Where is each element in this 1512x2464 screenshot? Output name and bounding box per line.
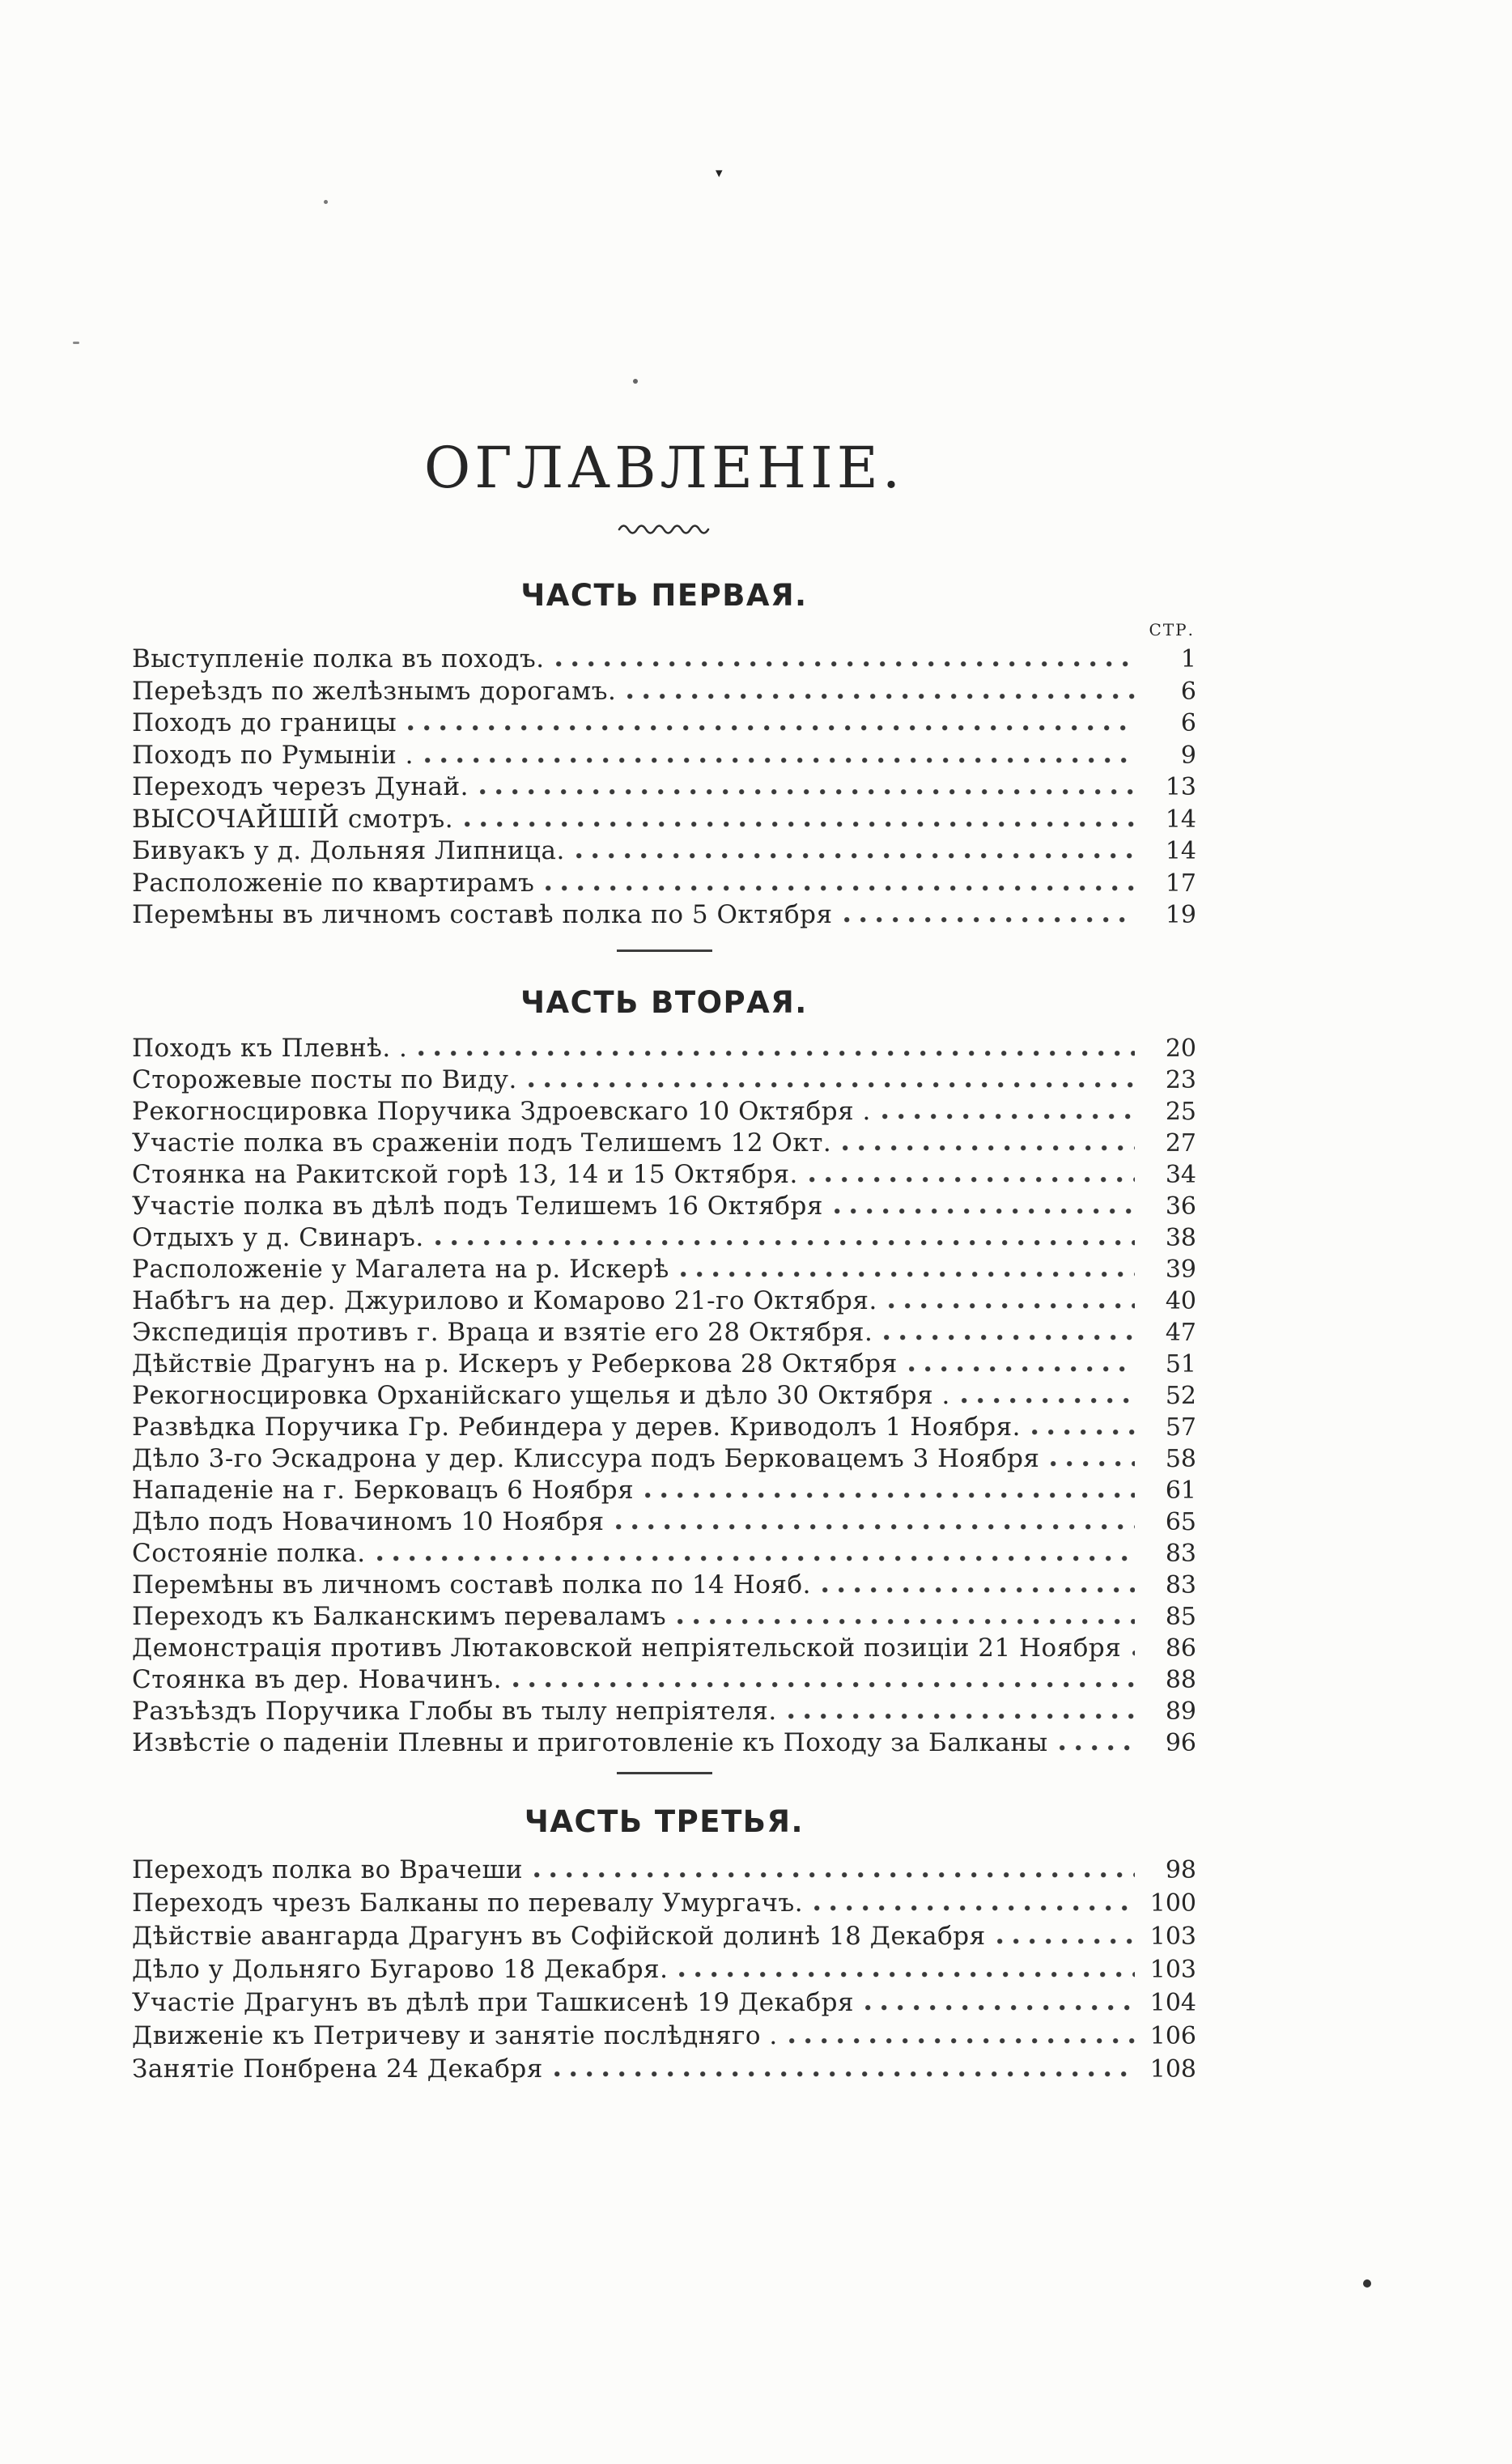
toc-entry-title: Перемѣны въ личномъ составѣ полка по 14 Нояб.	[132, 1570, 811, 1599]
toc-entry	[132, 1696, 1196, 1727]
toc-entries-list	[132, 644, 1196, 932]
toc-entry	[132, 707, 1196, 740]
toc-entry	[132, 1601, 1196, 1633]
toc-entry-title: Дѣло 3-го Эскадрона у дер. Клиссура подъ Берковацемъ 3 Ноября	[132, 1443, 1040, 1473]
toc-entry-page: 83	[1165, 1570, 1196, 1599]
dot-leader	[789, 2038, 1135, 2044]
toc-entry	[132, 676, 1196, 708]
toc-entry	[132, 1317, 1196, 1349]
toc-entry	[132, 1727, 1196, 1759]
toc-entry-page: 51	[1165, 1349, 1196, 1379]
dot-leader	[418, 1051, 1135, 1056]
toc-entry	[132, 1254, 1196, 1285]
section-divider-rule	[617, 949, 712, 952]
toc-entry-page: 38	[1165, 1223, 1196, 1252]
dot-leader	[513, 1682, 1135, 1688]
toc-entry-page: 88	[1165, 1665, 1196, 1694]
toc-entry	[132, 1887, 1196, 1920]
page-title: ОГЛАВЛЕНІЕ.	[423, 435, 905, 501]
toc-entry	[132, 1159, 1196, 1191]
toc-entry-title: Выступленіе полка въ походъ.	[132, 644, 545, 673]
dot-leader	[408, 725, 1135, 731]
toc-entry-title: Стоянка на Ракитской горѣ 13, 14 и 15 Октября.	[132, 1159, 798, 1189]
toc-entry-title: Переѣздъ по желѣзнымъ дорогамъ.	[132, 676, 617, 706]
toc-entry-title: Нападеніе на г. Берковацъ 6 Ноября	[132, 1475, 635, 1505]
toc-entry	[132, 1128, 1196, 1159]
dot-leader	[843, 1145, 1135, 1151]
toc-entry	[132, 1349, 1196, 1380]
toc-entry	[132, 1033, 1196, 1064]
toc-entry-title: Расположеніе у Магалета на р. Искерѣ	[132, 1254, 669, 1284]
toc-entries-list	[132, 1033, 1196, 1759]
toc-entry	[132, 2053, 1196, 2086]
toc-entry-title: Экспедиція противъ г. Враца и взятіе его 28 Октября.	[132, 1317, 873, 1347]
toc-entry-page: 58	[1165, 1444, 1196, 1473]
printers-mark-icon: ▾	[716, 165, 723, 181]
dot-leader	[1060, 1745, 1135, 1751]
toc-entry-page: 17	[1165, 869, 1196, 898]
toc-entry-title: Участіе полка въ сраженіи подъ Телишемъ 12 Окт.	[132, 1128, 832, 1158]
toc-entry-title: Движеніе къ Петричеву и занятіе послѣдняго .	[132, 2020, 778, 2050]
toc-entry	[132, 899, 1196, 932]
toc-entry-page: 40	[1165, 1286, 1196, 1315]
dot-leader	[1051, 1461, 1135, 1467]
toc-entry-page: 13	[1165, 773, 1196, 801]
toc-entry-page: 20	[1165, 1034, 1196, 1063]
toc-entry	[132, 1285, 1196, 1317]
ink-speck	[1363, 2279, 1371, 2288]
section-heading: ЧАСТЬ ВТОРАЯ.	[520, 984, 808, 1020]
toc-entry-title: Дѣйствіе авангарда Драгунъ въ Софійской долинѣ 18 Декабря	[132, 1921, 986, 1951]
toc-entry-page: 6	[1180, 709, 1196, 737]
toc-entry-title: Отдыхъ у д. Свинаръ.	[132, 1222, 424, 1252]
ink-speck	[73, 342, 79, 344]
dot-leader	[844, 917, 1135, 923]
section-heading: ЧАСТЬ ПЕРВАЯ.	[520, 578, 808, 613]
toc-entry-page: 1	[1180, 645, 1196, 673]
toc-entry-page: 83	[1165, 1539, 1196, 1568]
dot-leader	[435, 1240, 1135, 1246]
toc-entry	[132, 1096, 1196, 1128]
toc-page	[132, 0, 1196, 2086]
dot-leader	[627, 694, 1135, 699]
toc-entry	[132, 644, 1196, 676]
section-part-1	[132, 577, 1196, 932]
toc-entry-page: 25	[1165, 1097, 1196, 1126]
dot-leader	[788, 1714, 1135, 1719]
dot-leader	[1032, 1430, 1135, 1435]
toc-entry-page: 65	[1165, 1507, 1196, 1536]
toc-entry-title: Развѣдка Поручика Гр. Ребиндера у дерев. Криводолъ 1 Ноября.	[132, 1412, 1021, 1442]
toc-entry-title: Участіе Драгунъ въ дѣлѣ при Ташкисенѣ 19 Декабря	[132, 1987, 855, 2017]
toc-entry	[132, 835, 1196, 868]
toc-entry-title: Участіе полка въ дѣлѣ подъ Телишемъ 16 Октября	[132, 1191, 823, 1221]
toc-entry-title: Бивуакъ у д. Дольняя Липница.	[132, 836, 565, 865]
toc-entry-page: 39	[1165, 1255, 1196, 1284]
toc-entry-title: Рекогносцировка Поручика Здроевскаго 10 Октября .	[132, 1096, 871, 1126]
toc-entry-title: Расположеніе по квартирамъ	[132, 868, 535, 898]
toc-entry-page: 19	[1165, 901, 1196, 929]
toc-entry	[132, 804, 1196, 836]
toc-entry	[132, 1191, 1196, 1222]
dot-leader	[645, 1493, 1135, 1498]
toc-entry-title: Состояніе полка.	[132, 1538, 366, 1568]
toc-entry-page: 34	[1165, 1160, 1196, 1189]
dot-leader	[997, 1939, 1135, 1944]
page-column-header: СТР.	[1149, 620, 1195, 639]
toc-entry-page: 27	[1165, 1128, 1196, 1158]
toc-entry-title: Переходъ къ Балканскимъ переваламъ	[132, 1601, 667, 1631]
dot-leader	[884, 1335, 1135, 1340]
toc-entry	[132, 1412, 1196, 1443]
toc-entry-title: Переходъ полка во Врачеши	[132, 1854, 524, 1884]
toc-entry	[132, 1854, 1196, 1887]
dot-leader	[681, 1272, 1135, 1277]
toc-entry-title: Извѣстіе о паденіи Плевны и приготовленіе къ Походу за Балканы	[132, 1727, 1048, 1757]
toc-entry-title: Занятіе Понбрена 24 Декабря	[132, 2054, 543, 2084]
dot-leader	[962, 1398, 1135, 1404]
toc-entry-page: 100	[1149, 1888, 1196, 1918]
dot-leader	[556, 661, 1135, 667]
toc-entry-page: 98	[1165, 1855, 1196, 1884]
toc-entry-page: 52	[1165, 1381, 1196, 1410]
toc-entry-title: Набѣгъ на дер. Джурилово и Комарово 21-го Октября.	[132, 1285, 877, 1315]
toc-entry-title: Демонстрація противъ Лютаковской непріятельской позиціи 21 Ноября	[132, 1633, 1122, 1663]
toc-entry-title: Походъ по Румыніи .	[132, 740, 414, 770]
toc-entry-page: 57	[1165, 1413, 1196, 1442]
toc-entry	[132, 1380, 1196, 1412]
toc-entry-title: Перемѣны въ личномъ составѣ полка по 5 Октября	[132, 900, 833, 929]
dot-leader	[882, 1114, 1135, 1119]
toc-entry-title: Дѣло у Дольняго Бугарово 18 Декабря.	[132, 1954, 669, 1984]
toc-entry-page: 36	[1165, 1192, 1196, 1221]
dot-leader	[835, 1209, 1135, 1214]
dot-leader	[616, 1524, 1135, 1530]
toc-entry	[132, 1222, 1196, 1254]
toc-entry-page: 106	[1149, 2021, 1196, 2050]
toc-entry	[132, 1664, 1196, 1696]
toc-entry-page: 9	[1180, 741, 1196, 770]
dot-leader	[554, 2071, 1135, 2077]
toc-entry	[132, 771, 1196, 804]
toc-entry-page: 47	[1165, 1318, 1196, 1347]
toc-entry	[132, 1570, 1196, 1601]
toc-entry-title: Переходъ чрезъ Балканы по перевалу Умургачъ.	[132, 1888, 804, 1918]
toc-entry-page: 6	[1180, 677, 1196, 706]
toc-entry-title: Походъ къ Плевнѣ. .	[132, 1033, 408, 1063]
toc-entry-title: Разъѣздъ Поручика Глобы въ тылу непріятеля.	[132, 1696, 777, 1726]
toc-entry-page: 103	[1149, 1922, 1196, 1951]
toc-entry-page: 86	[1165, 1633, 1196, 1663]
toc-entry	[132, 2020, 1196, 2053]
dot-leader	[576, 853, 1135, 859]
toc-entry-page: 61	[1165, 1476, 1196, 1505]
section-part-2	[132, 984, 1196, 1759]
toc-entry-title: Походъ до границы	[132, 708, 397, 737]
dot-leader	[889, 1303, 1135, 1309]
dot-leader	[909, 1366, 1135, 1372]
toc-entry	[132, 1920, 1196, 1953]
toc-entry-page: 103	[1149, 1955, 1196, 1984]
dot-leader	[822, 1587, 1135, 1593]
toc-entries-list	[132, 1854, 1196, 2086]
dot-leader	[534, 1872, 1135, 1878]
toc-entry	[132, 1064, 1196, 1096]
section-part-3	[132, 1803, 1196, 2086]
dot-leader	[865, 2005, 1135, 2011]
dot-leader	[465, 822, 1135, 827]
toc-entry	[132, 1538, 1196, 1570]
toc-entry-title: ВЫСОЧАЙШІЙ смотръ.	[132, 804, 454, 834]
toc-entry	[132, 1633, 1196, 1664]
dot-leader	[809, 1177, 1135, 1183]
section-heading: ЧАСТЬ ТРЕТЬЯ.	[524, 1803, 805, 1839]
toc-entry-title: Переходъ черезъ Дунай.	[132, 772, 469, 801]
toc-entry	[132, 1953, 1196, 1986]
toc-entry	[132, 1506, 1196, 1538]
section-divider-rule	[617, 1772, 712, 1774]
dot-leader	[1132, 1650, 1135, 1656]
toc-entry	[132, 1475, 1196, 1506]
dot-leader	[529, 1082, 1135, 1088]
toc-entry-page: 104	[1149, 1988, 1196, 2017]
toc-entry	[132, 868, 1196, 900]
dot-leader	[814, 1905, 1135, 1911]
toc-entry-title: Рекогносцировка Орханійскаго ущелья и дѣло 30 Октября .	[132, 1380, 950, 1410]
toc-entry-page: 85	[1165, 1602, 1196, 1631]
toc-entry-page: 89	[1165, 1697, 1196, 1726]
toc-entry	[132, 1986, 1196, 2020]
toc-entry-title: Стоянка въ дер. Новачинъ.	[132, 1664, 503, 1694]
dot-leader	[679, 1972, 1135, 1978]
dot-leader	[480, 789, 1135, 795]
toc-entry-page: 96	[1165, 1728, 1196, 1757]
toc-entry-title: Дѣйствіе Драгунъ на р. Искеръ у Реберкова 28 Октября	[132, 1349, 898, 1379]
dot-leader	[546, 886, 1135, 891]
toc-entry-title: Дѣло подъ Новачиномъ 10 Ноября	[132, 1506, 605, 1536]
dot-leader	[677, 1619, 1135, 1625]
toc-entry	[132, 1443, 1196, 1475]
dot-leader	[425, 758, 1135, 763]
toc-entry-page: 14	[1165, 805, 1196, 834]
squiggle-ornament	[617, 519, 712, 537]
toc-entry-title: Сторожевые посты по Виду.	[132, 1064, 517, 1094]
toc-entry	[132, 740, 1196, 772]
toc-entry-page: 23	[1165, 1065, 1196, 1094]
toc-entry-page: 108	[1149, 2054, 1196, 2084]
dot-leader	[377, 1556, 1135, 1561]
toc-entry-page: 14	[1165, 837, 1196, 865]
